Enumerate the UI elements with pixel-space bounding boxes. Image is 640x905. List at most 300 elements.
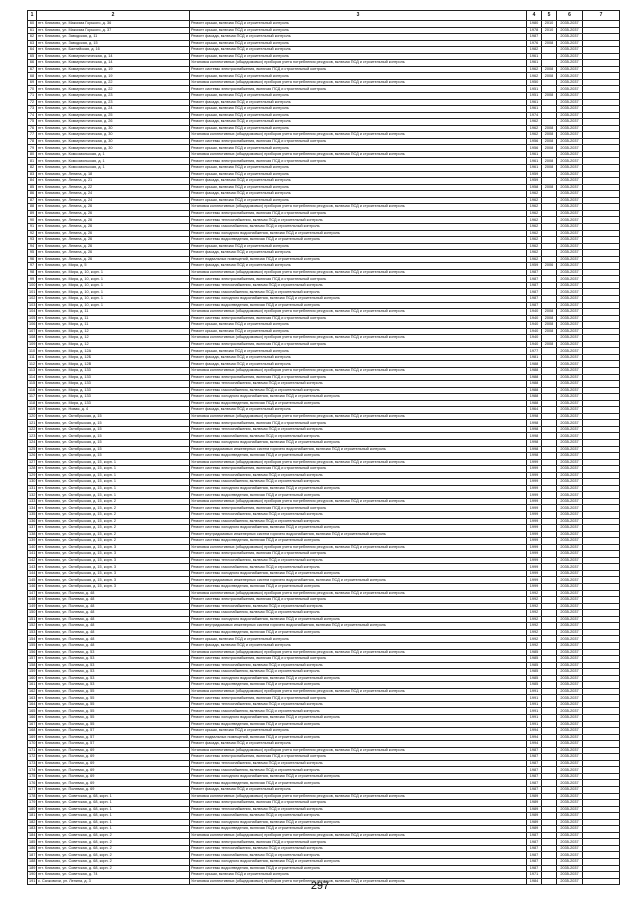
table-cell: 1988: [527, 400, 542, 407]
table-cell: 2035-2037: [557, 590, 583, 597]
table-cell: Ремонт фасада, включая ПСД и строительный контроль: [190, 191, 527, 198]
table-cell: 1962: [527, 73, 542, 80]
table-cell: 1959: [527, 263, 542, 270]
table-cell: 149: [29, 603, 36, 608]
table-cell: Ремонт подвальных помещений, включая ПСД и строительный контроль: [190, 734, 527, 741]
table-cell: 1959: [527, 178, 542, 185]
table-cell: пгт. Климово, ул. Коммунистическая, д. 25: [37, 112, 190, 119]
table-cell: Ремонт системы газоснабжения, включая ПСД и строительный контроль: [190, 223, 527, 230]
table-cell: 1962: [527, 66, 542, 73]
table-cell: 135: [29, 512, 36, 517]
table-cell: Ремонт крыши, включая ПСД и строительный контроль: [190, 636, 527, 643]
table-cell: 2035-2037: [557, 361, 583, 368]
table-cell: 2035-2037: [557, 256, 583, 263]
table-cell: 2035-2037: [557, 367, 583, 374]
table-cell: 186: [29, 846, 36, 851]
table-cell: пгт. Климово, ул. Октябрьская, д. 15: [37, 420, 190, 427]
table-cell: 2035-2037: [557, 845, 583, 852]
table-cell: 1985: [527, 656, 542, 663]
table-cell: 2035-2037: [557, 178, 583, 185]
table-cell: 2035-2037: [557, 426, 583, 433]
table-cell: пгт. Климово, ул. Коммунистическая, д. 22: [37, 86, 190, 93]
table-cell: Ремонт системы водоотведения, включая ПСД и строительный контроль: [190, 538, 527, 545]
table-cell: пгт. Климово, ул. Полевая, д. 53: [37, 682, 190, 689]
table-cell: 1999: [527, 498, 542, 505]
table-cell: Ремонт системы теплоснабжения, включая ПСД и строительный контроль: [190, 701, 527, 708]
table-cell: 137: [29, 525, 36, 530]
table-cell: 103: [29, 302, 36, 307]
table-cell: 1999: [527, 564, 542, 571]
table-cell: 163: [29, 695, 36, 700]
table-cell: 1999: [527, 459, 542, 466]
table-cell: 2035-2037: [557, 682, 583, 689]
table-cell: пгт. Климово, ул. Полевая, д. 55: [37, 714, 190, 721]
table-cell: 2035-2037: [557, 132, 583, 139]
table-cell: Ремонт фасада, включая ПСД и строительный контроль: [190, 178, 527, 185]
table-cell: 1977: [527, 348, 542, 355]
table-cell: 1940: [527, 335, 542, 342]
table-cell: 1991: [527, 701, 542, 708]
table-cell: Ремонт системы электроснабжения, включая ПСД и строительный контроль: [190, 466, 527, 473]
table-cell: 2035-2037: [557, 878, 583, 885]
table-cell: пгт. Климово, ул. Октябрьская, д. 15, корп. 1: [37, 466, 190, 473]
table-cell: 104: [29, 309, 36, 314]
table-cell: Ремонт системы теплоснабжения, включая ПСД и строительный контроль: [190, 426, 527, 433]
table-cell: Ремонт системы газоснабжения, включая ПСД и строительный контроль: [190, 387, 527, 394]
table-cell: пгт. Климово, ул. Мира, д. 10, корп. 1: [37, 282, 190, 289]
table-cell: 108: [29, 335, 36, 340]
table-cell: 184: [29, 832, 36, 837]
table-cell: 1999: [527, 538, 542, 545]
table-cell: 177: [29, 787, 36, 792]
table-cell: 2035-2037: [557, 184, 583, 191]
table-cell: пгт. Климово, ул. Октябрьская, д. 15, корп. 3: [37, 564, 190, 571]
table-cell: 1987: [527, 832, 542, 839]
table-cell: 133: [29, 499, 36, 504]
table-cell: 1985: [527, 675, 542, 682]
table-cell: 1976: [527, 40, 542, 47]
table-cell: пгт. Климово, ул. Мира, д. 11: [37, 322, 190, 329]
table-cell: 80: [28, 151, 37, 158]
table-cell: Ремонт системы газоснабжения, включая ПСД и строительный контроль: [190, 564, 527, 571]
table-cell: пгт. Климово, ул. Октябрьская, д. 15, корп. 2: [37, 538, 190, 545]
table-cell: 127: [29, 459, 36, 464]
table-cell: пгт. Климово, ул. Полевая, д. 55: [37, 721, 190, 728]
table-cell: 1985: [527, 669, 542, 676]
table-cell: 1987: [527, 852, 542, 859]
table-cell: 1989: [527, 793, 542, 800]
table-cell: 2035-2037: [557, 701, 583, 708]
table-cell: Ремонт крыши, включая ПСД и строительный контроль: [190, 125, 527, 132]
page-number: 297: [310, 880, 330, 892]
table-cell: 2035-2037: [557, 760, 583, 767]
table-cell: 1999: [527, 531, 542, 538]
table-cell: пгт. Климово, ул. Полевая, д. 57: [37, 741, 190, 748]
table-cell: 1981: [527, 354, 542, 361]
table-cell: пгт. Климово, ул. Советская, д. 68, корп. 1: [37, 806, 190, 813]
table-cell: 2035-2037: [557, 453, 583, 460]
table-cell: 167: [29, 721, 36, 726]
table-cell: пгт. Климово, ул. Мира, д. 133: [37, 400, 190, 407]
table-cell: Ремонт фасада, включая ПСД и строительный контроль: [190, 47, 527, 54]
table-cell: 2035-2037: [557, 60, 583, 67]
table-cell: пгт. Климово, ул. Мира, д. 133: [37, 374, 190, 381]
table-cell: пгт. Климово, ул. Октябрьская, д. 15, корп. 2: [37, 512, 190, 519]
table-cell: 89: [28, 210, 37, 217]
table-cell: 2035-2037: [557, 557, 583, 564]
table-cell: 117: [29, 394, 36, 399]
table-cell: пгт. Климово, ул. Советская, д. 68, корп. 2: [37, 839, 190, 846]
table-cell: 2035-2037: [557, 223, 583, 230]
table-cell: 1988: [527, 394, 542, 401]
table-cell: пгт. Климово, ул. Октябрьская, д. 15, корп. 2: [37, 505, 190, 512]
table-cell: 2035-2037: [557, 125, 583, 132]
table-cell: 2035-2037: [557, 852, 583, 859]
table-cell: 1998: [527, 433, 542, 440]
table-cell: 1987: [527, 289, 542, 296]
table-cell: 1988: [527, 374, 542, 381]
table-cell: Ремонт системы холодного водоснабжения, включая ПСД и строительный контроль: [190, 773, 527, 780]
table-cell: 2035-2037: [557, 413, 583, 420]
table-cell: Ремонт системы газоснабжения, включая ПСД и строительный контроль: [190, 708, 527, 715]
table-cell: 2035-2037: [557, 387, 583, 394]
table-cell: пгт. Климово, ул. Октябрьская, д. 15: [37, 446, 190, 453]
table-cell: Ремонт крыши, включая ПСД и строительный контроль: [190, 112, 527, 119]
table-cell: Ремонт крыши, включая ПСД и строительный контроль: [190, 40, 527, 47]
table-cell: Ремонт системы газоснабжения, включая ПСД и строительный контроль: [190, 479, 527, 486]
table-cell: пгт. Климово, ул. Коммунистическая, д. 23: [37, 93, 190, 100]
table-cell: 174: [29, 767, 36, 772]
table-cell: 123: [29, 433, 36, 438]
table-cell: Установка коллективных (общедомовых) приборов учета потребления ресурсов, включая ПСД и строительный контроль: [190, 498, 527, 505]
table-cell: 2035-2037: [557, 865, 583, 872]
table-cell: пгт. Климово, ул. Коммунистическая, д. 30: [37, 125, 190, 132]
table-cell: 2035-2037: [557, 197, 583, 204]
table-cell: 2006: [542, 263, 557, 270]
table-cell: 2035-2037: [557, 819, 583, 826]
table-cell: пгт. Климово, ул. Полевая, д. 48: [37, 629, 190, 636]
table-cell: 1987: [527, 845, 542, 852]
table-cell: 2035-2037: [557, 93, 583, 100]
document-page: [27, 10, 619, 885]
table-cell: Ремонт системы электроснабжения, включая ПСД и строительный контроль: [190, 551, 527, 558]
table-cell: Ремонт крыши, включая ПСД и строительный контроль: [190, 27, 527, 34]
column-header: 4: [527, 11, 542, 21]
table-cell: пгт. Климово, ул. Полевая, д. 55: [37, 708, 190, 715]
table-cell: Ремонт системы теплоснабжения, включая ПСД и строительный контроль: [190, 472, 527, 479]
table-cell: Ремонт системы водоотведения, включая ПСД и строительный контроль: [190, 453, 527, 460]
table-cell: 2035-2037: [557, 459, 583, 466]
table-cell: 2035-2037: [557, 73, 583, 80]
table-cell: 2008: [542, 158, 557, 165]
table-cell: 113: [29, 368, 36, 373]
table-cell: Ремонт крыши, включая ПСД и строительный контроль: [190, 53, 527, 60]
table-cell: пгт. Климово, ул. Комсомольская, д. 1: [37, 165, 190, 172]
table-cell: 1962: [527, 223, 542, 230]
table-cell: 140: [29, 544, 36, 549]
table-cell: 1962: [527, 243, 542, 250]
table-cell: пгт. Климово, ул. Полевая, д. 48: [37, 616, 190, 623]
table-cell: 153: [29, 630, 36, 635]
table-cell: 70: [28, 86, 37, 93]
table-cell: 2035-2037: [557, 315, 583, 322]
table-cell: пгт. Климово, ул. Мира, д. 10, корп. 1: [37, 289, 190, 296]
table-cell: 2035-2037: [557, 466, 583, 473]
table-cell: 1950: [527, 79, 542, 86]
table-cell: Ремонт крыши, включая ПСД и строительный контроль: [190, 171, 527, 178]
table-cell: 2035-2037: [557, 525, 583, 532]
table-cell: 2035-2037: [557, 79, 583, 86]
table-cell: 141: [29, 551, 36, 556]
table-cell: пгт. Климово, ул. Октябрьская, д. 15, корп. 3: [37, 584, 190, 591]
table-cell: 2035-2037: [557, 741, 583, 748]
table-cell: 1961: [527, 106, 542, 113]
column-header: 1: [28, 11, 37, 21]
table-cell: 1999: [527, 479, 542, 486]
table-cell: 2035-2037: [557, 721, 583, 728]
table-cell: 1998: [527, 440, 542, 447]
table-cell: Ремонт фасада, включая ПСД и строительный контроль: [190, 34, 527, 41]
table-cell: 148: [29, 597, 36, 602]
table-cell: Ремонт системы газоснабжения, включая ПСД и строительный контроль: [190, 433, 527, 440]
table-cell: 2008: [542, 341, 557, 348]
table-cell: 1988: [527, 387, 542, 394]
table-cell: 1961: [527, 151, 542, 158]
table-cell: 1999: [527, 518, 542, 525]
table-cell: пгт. Климово, ул. Мира, д. 11: [37, 315, 190, 322]
table-cell: Ремонт фасада, включая ПСД и строительный контроль: [190, 361, 527, 368]
table-cell: Ремонт системы электроснабжения, включая ПСД и строительный контроль: [190, 374, 527, 381]
table-cell: 1962: [527, 237, 542, 244]
table-cell: Установка коллективных (общедомовых) приборов учета потребления ресурсов, включая ПСД и строительный контроль: [190, 132, 527, 139]
table-cell: 109: [29, 341, 36, 346]
table-cell: пгт. Климово, ул. Мира, д. 12: [37, 335, 190, 342]
table-cell: 2035-2037: [557, 492, 583, 499]
table-cell: пгт. Климово, ул. Мира, д. 10, корп. 1: [37, 295, 190, 302]
table-cell: Ремонт системы электроснабжения, включая ПСД и строительный контроль: [190, 210, 527, 217]
table-cell: 1999: [527, 551, 542, 558]
table-cell: 2035-2037: [557, 498, 583, 505]
table-cell: пгт. Климово, ул. Полевая, д. 57: [37, 728, 190, 735]
table-cell: Ремонт системы газоснабжения, включая ПСД и строительный контроль: [190, 289, 527, 296]
table-cell: 2035-2037: [557, 328, 583, 335]
table-cell: пгт. Климово, ул. Октябрьская, д. 15, корп. 1: [37, 479, 190, 486]
table-cell: 2035-2037: [557, 597, 583, 604]
table-cell: 64: [28, 47, 37, 54]
table-cell: 112: [29, 361, 36, 366]
table-cell: Ремонт фасада, включая ПСД и строительный контроль: [190, 354, 527, 361]
table-cell: Ремонт системы теплоснабжения, включая ПСД и строительный контроль: [190, 557, 527, 564]
table-cell: Ремонт крыши, включая ПСД и строительный контроль: [190, 165, 527, 172]
table-cell: пгт. Климово, ул. Полевая, д. 53: [37, 662, 190, 669]
table-cell: пгт. Климово, ул. Октябрьская, д. 15: [37, 453, 190, 460]
table-cell: 1987: [527, 276, 542, 283]
table-cell: 1987: [527, 865, 542, 872]
table-cell: 2035-2037: [557, 584, 583, 591]
table-cell: Ремонт системы электроснабжения, включая ПСД и строительный контроль: [190, 138, 527, 145]
table-cell: 2035-2037: [557, 675, 583, 682]
table-cell: 1992: [527, 642, 542, 649]
table-cell: 180: [29, 806, 36, 811]
table-cell: 1987: [527, 839, 542, 846]
table-cell: 2035-2037: [557, 623, 583, 630]
table-cell: 2008: [542, 309, 557, 316]
table-cell: пгт. Климово, ул. Советская, д. 68, корп. 1: [37, 793, 190, 800]
table-cell: Ремонт системы электроснабжения, включая ПСД и строительный контроль: [190, 158, 527, 165]
table-cell: 147: [29, 590, 36, 595]
table-cell: Ремонт фасада, включая ПСД и строительный контроль: [190, 407, 527, 414]
table-cell: 61: [28, 27, 37, 34]
table-cell: 2008: [542, 66, 557, 73]
table-cell: Ремонт системы газоснабжения, включая ПСД и строительный контроль: [190, 518, 527, 525]
table-cell: Ремонт системы холодного водоснабжения, включая ПСД и строительный контроль: [190, 525, 527, 532]
table-cell: Ремонт системы водоотведения, включая ПСД и строительный контроль: [190, 629, 527, 636]
table-cell: Ремонт крыши, включая ПСД и строительный контроль: [190, 197, 527, 204]
table-cell: пгт. Климово, ул. Советская, д. 68, корп. 1: [37, 800, 190, 807]
table-cell: 2035-2037: [557, 551, 583, 558]
table-cell: 146: [29, 584, 36, 589]
table-cell: 101: [29, 289, 36, 294]
table-cell: пгт. Климово, ул. Полевая, д. 69: [37, 747, 190, 754]
table-cell: Ремонт внутридомовых инженерных систем горячего водоснабжения, включая ПСД и строительный контроль: [190, 446, 527, 453]
table-cell: 2035-2037: [557, 145, 583, 152]
table-cell: 1999: [527, 466, 542, 473]
table-cell: Ремонт системы электроснабжения, включая ПСД и строительный контроль: [190, 597, 527, 604]
table-cell: 2035-2037: [557, 616, 583, 623]
table-cell: 1940: [527, 309, 542, 316]
table-cell: 2035-2037: [557, 773, 583, 780]
table-cell: пгт. Климово, ул. Советская, д. 68, корп. 2: [37, 859, 190, 866]
table-cell: 1940: [527, 328, 542, 335]
table-cell: пгт. Климово, ул. Ленина, д. 26: [37, 256, 190, 263]
table-cell: Ремонт фасада, включая ПСД и строительный контроль: [190, 786, 527, 793]
table-cell: Ремонт системы газоснабжения, включая ПСД и строительный контроль: [190, 767, 527, 774]
table-cell: пгт. Климово, ул. Октябрьская, д. 15: [37, 440, 190, 447]
table-cell: 79: [28, 145, 37, 152]
table-cell: 175: [29, 774, 36, 779]
table-cell: Установка коллективных (общедомовых) приборов учета потребления ресурсов, включая ПСД и строительный контроль: [190, 649, 527, 656]
table-cell: пгт. Климово, ул. Октябрьская, д. 15, корп. 3: [37, 577, 190, 584]
table-cell: 136: [29, 518, 36, 523]
table-cell: пгт. Климово, ул. Октябрьская, д. 15, корп. 1: [37, 459, 190, 466]
table-cell: Установка коллективных (общедомовых) приборов учета потребления ресурсов, включая ПСД и строительный контроль: [190, 793, 527, 800]
table-cell: 1992: [527, 610, 542, 617]
table-cell: 2035-2037: [557, 636, 583, 643]
table-cell: 1961: [527, 158, 542, 165]
table-cell: Установка коллективных (общедомовых) приборов учета потребления ресурсов, включая ПСД и строительный контроль: [190, 590, 527, 597]
table-cell: 2010: [542, 27, 557, 34]
table-cell: 2035-2037: [557, 99, 583, 106]
table-cell: 111: [29, 355, 35, 360]
table-cell: 2035-2037: [557, 531, 583, 538]
table-cell: пгт. Климово, ул. Заводская, д. 11: [37, 34, 190, 41]
table-cell: 2035-2037: [557, 538, 583, 545]
table-cell: пгт. Климово, ул. Октябрьская, д. 15, корп. 1: [37, 492, 190, 499]
table-cell: Ремонт крыши, включая ПСД и строительный контроль: [190, 243, 527, 250]
table-cell: Ремонт крыши, включая ПСД и строительный контроль: [190, 21, 527, 28]
table-cell: 1992: [527, 603, 542, 610]
table-cell: 1999: [527, 492, 542, 499]
table-cell: пгт. Климово, ул. Ленина, д. 26: [37, 230, 190, 237]
table-cell: Ремонт крыши, включая ПСД и строительный контроль: [190, 328, 527, 335]
table-cell: Ремонт системы газоснабжения, включая ПСД и строительный контроль: [190, 852, 527, 859]
table-cell: 69: [28, 79, 37, 86]
table-cell: пгт. Климово, ул. Советская, д. 68, корп. 1: [37, 826, 190, 833]
table-cell: 1958: [527, 184, 542, 191]
table-cell: 1989: [527, 813, 542, 820]
table-cell: пгт. Климово, ул. Ленина, д. 24: [37, 197, 190, 204]
table-cell: 88: [28, 204, 37, 211]
table-cell: 71: [28, 93, 37, 100]
table-cell: 185: [29, 839, 36, 844]
table-cell: 1987: [527, 780, 542, 787]
table-cell: 91: [28, 223, 37, 230]
table-cell: 1961: [527, 60, 542, 67]
table-cell: 1962: [527, 197, 542, 204]
table-cell: пгт. Климово, ул. Полевая, д. 69: [37, 780, 190, 787]
table-cell: 2035-2037: [557, 446, 583, 453]
table-cell: Ремонт системы электроснабжения, включая ПСД и строительный контроль: [190, 656, 527, 663]
table-cell: Ремонт системы водоотведения, включая ПСД и строительный контроль: [190, 826, 527, 833]
table-cell: 187: [29, 852, 36, 857]
table-cell: 155: [29, 643, 36, 648]
table-cell: 2035-2037: [557, 322, 583, 329]
table-cell: пгт. Климово, ул. Полевая, д. 55: [37, 701, 190, 708]
table-cell: Установка коллективных (общедомовых) приборов учета потребления ресурсов, включая ПСД и строительный контроль: [190, 688, 527, 695]
table-cell: 1971: [527, 872, 542, 879]
table-cell: 2035-2037: [557, 505, 583, 512]
table-cell: Ремонт системы холодного водоснабжения, включая ПСД и строительный контроль: [190, 570, 527, 577]
table-cell: 191: [29, 878, 36, 883]
table-cell: пгт. Климово, ул. Коммунистическая, д. 26: [37, 119, 190, 126]
table-cell: пгт. Климово, ул. Полевая, д. 48: [37, 623, 190, 630]
table-cell: 1980: [527, 21, 542, 28]
table-cell: 2035-2037: [557, 210, 583, 217]
table-cell: 183: [29, 826, 36, 831]
table-cell: пгт. Климово, ул. Октябрьская, д. 15, корп. 1: [37, 472, 190, 479]
table-cell: 2035-2037: [557, 138, 583, 145]
table-cell: Установка коллективных (общедомовых) приборов учета потребления ресурсов, включая ПСД и строительный контроль: [190, 60, 527, 67]
table-cell: Ремонт системы водоотведения, включая ПСД и строительный контроль: [190, 721, 527, 728]
table-cell: пгт. Климово, ул. Советская, д. 68, корп. 1: [37, 813, 190, 820]
table-cell: пгт. Климово, ул. Мира, д. 12: [37, 328, 190, 335]
table-body: [28, 21, 620, 885]
table-cell: Ремонт системы водоотведения, включая ПСД и строительный контроль: [190, 492, 527, 499]
table-cell: 2035-2037: [557, 518, 583, 525]
table-cell: 2035-2037: [557, 374, 583, 381]
table-cell: 2035-2037: [557, 158, 583, 165]
table-cell: 1962: [527, 132, 542, 139]
table-cell: 120: [29, 413, 36, 418]
table-cell: 2035-2037: [557, 53, 583, 60]
table-cell: 2035-2037: [557, 433, 583, 440]
table-cell: 1987: [527, 302, 542, 309]
table-cell: Ремонт крыши, включая ПСД и строительный контроль: [190, 145, 527, 152]
table-cell: 96: [28, 256, 37, 263]
table-cell: 2035-2037: [557, 714, 583, 721]
table-cell: Ремонт системы холодного водоснабжения, включая ПСД и строительный контроль: [190, 859, 527, 866]
table-cell: 2035-2037: [557, 793, 583, 800]
table-cell: 1987: [527, 754, 542, 761]
table-cell: Ремонт системы электроснабжения, включая ПСД и строительный контроль: [190, 315, 527, 322]
table-cell: 74: [28, 112, 37, 119]
table-cell: 1998: [527, 453, 542, 460]
table-cell: пгт. Климово, ул. Октябрьская, д. 15, корп. 2: [37, 498, 190, 505]
table-cell: 1987: [527, 773, 542, 780]
capital-repair-table: [27, 10, 620, 885]
table-cell: 1999: [527, 570, 542, 577]
table-cell: пгт. Климово, ул. Ленина, д. 18: [37, 171, 190, 178]
